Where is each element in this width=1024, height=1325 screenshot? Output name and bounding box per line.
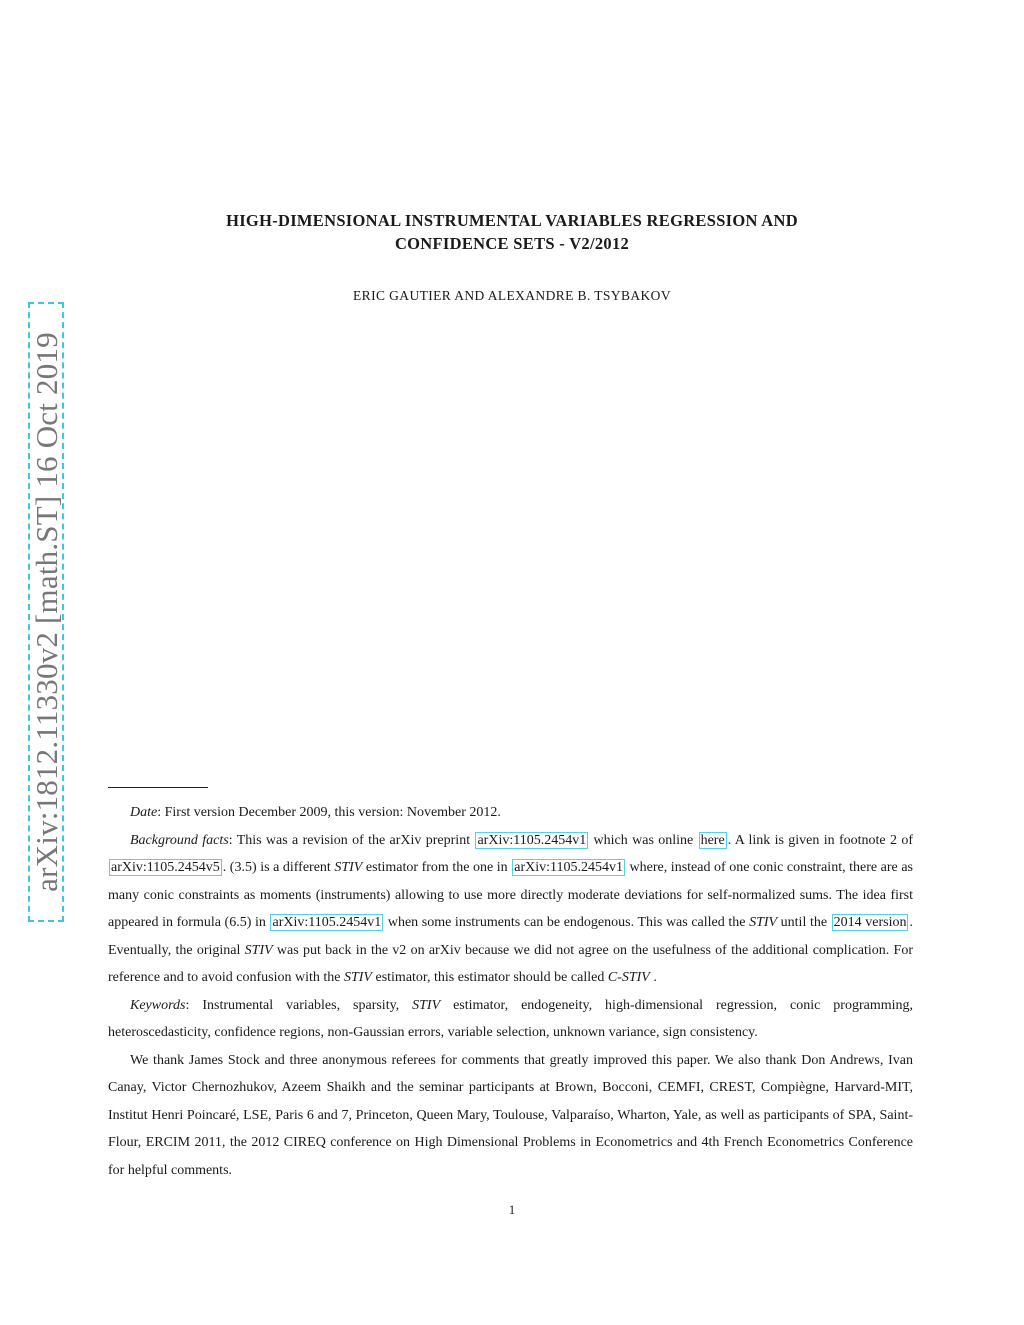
stiv-term: STIV bbox=[244, 942, 273, 958]
background-text: when some instruments can be endogenous. This was called the bbox=[384, 915, 750, 930]
date-text: : First version December 2009, this version: November 2012. bbox=[157, 805, 501, 820]
background-text: estimator, this estimator should be called bbox=[371, 970, 608, 985]
acknowledgements: We thank James Stock and three anonymous referees for comments that greatly improved this paper. We also thank Don Andrews, Ivan Canay, Victor Chernozhukov, Azeem Shaikh and the seminar participants at Brown, Bocconi, CEMFI, CREST, Compiègne, Harvard-MIT, Institut Henri Poincaré, LSE, Paris 6 and 7, Princeton, Queen Mary, Toulouse, Valparaíso, Wharton, Yale, as well as participants of SPA, Saint-Flour, ERCIM 2011, the 2012 CIREQ conference on High Dimensional Problems in Econometrics and 4th French Econometrics Conference for helpful comments. bbox=[108, 1052, 913, 1178]
stiv-term: STIV bbox=[412, 997, 441, 1013]
footnote-rule bbox=[108, 787, 208, 788]
background-text: which was online bbox=[589, 832, 698, 848]
stiv-term: STIV bbox=[334, 860, 363, 875]
link-arxiv-v1[interactable]: arXiv:1105.2454v1 bbox=[514, 860, 623, 875]
background-text: was put back in the v2 on arXiv because we did not agree on the usefulness of the additional complication. For reference and to avoid confusion with the bbox=[108, 942, 914, 985]
background-text: estimator from the one in bbox=[362, 860, 512, 875]
keywords-text: : Instrumental variables, sparsity, bbox=[185, 997, 413, 1013]
background-note bbox=[108, 827, 913, 992]
background-text: . (3.5) is a different bbox=[222, 860, 335, 875]
paper-title bbox=[120, 209, 904, 255]
page-number: 1 bbox=[508, 1202, 516, 1217]
title-line-2: CONFIDENCE SETS - V2/2012 bbox=[394, 234, 630, 253]
background-text: where, instead of one conic constraint, there are as many conic constraints as moments (instruments) allowing to use more directly moderate deviations for self-normalized sums. The idea first appeared in formula (6.5) in bbox=[108, 860, 913, 930]
date-label: Date bbox=[130, 805, 158, 820]
stiv-term: STIV bbox=[343, 970, 372, 985]
background-text: . Eventually, the original bbox=[108, 915, 913, 958]
link-arxiv-v1[interactable]: arXiv:1105.2454v1 bbox=[477, 832, 587, 848]
c-stiv-term: C-STIV bbox=[607, 970, 650, 985]
link-2014-version[interactable]: 2014 version bbox=[833, 915, 907, 930]
arxiv-side-stamp[interactable]: arXiv:1812.11330v2 [math.ST] 16 Oct 2019 bbox=[28, 302, 64, 922]
date-note bbox=[108, 799, 913, 827]
link-arxiv-v1[interactable]: arXiv:1105.2454v1 bbox=[272, 915, 382, 930]
keywords-note bbox=[108, 992, 913, 1047]
link-arxiv-v5[interactable]: arXiv:1105.2454v5 bbox=[111, 860, 220, 875]
front-matter-notes bbox=[108, 799, 913, 1184]
background-text: . bbox=[649, 970, 657, 985]
background-label: Background facts bbox=[130, 832, 229, 848]
keywords-text: estimator, endogeneity, high-dimensional regression, conic programming, heteroscedasticity, confidence regions, non-Gaussian errors, variable selection, unknown variance, sign consistency. bbox=[108, 997, 913, 1040]
background-text: until the bbox=[777, 915, 831, 930]
title-line-1: HIGH-DIMENSIONAL INSTRUMENTAL VARIABLES REGRESSION AND bbox=[226, 211, 798, 230]
background-text: : This was a revision of the arXiv preprint bbox=[228, 832, 475, 848]
stiv-term: STIV bbox=[749, 915, 778, 930]
keywords-label: Keywords bbox=[130, 997, 186, 1013]
background-text: . A link is given in footnote 2 of bbox=[727, 832, 913, 848]
link-here[interactable]: here bbox=[700, 832, 725, 848]
authors: ERIC GAUTIER AND ALEXANDRE B. TSYBAKOV bbox=[353, 288, 671, 303]
